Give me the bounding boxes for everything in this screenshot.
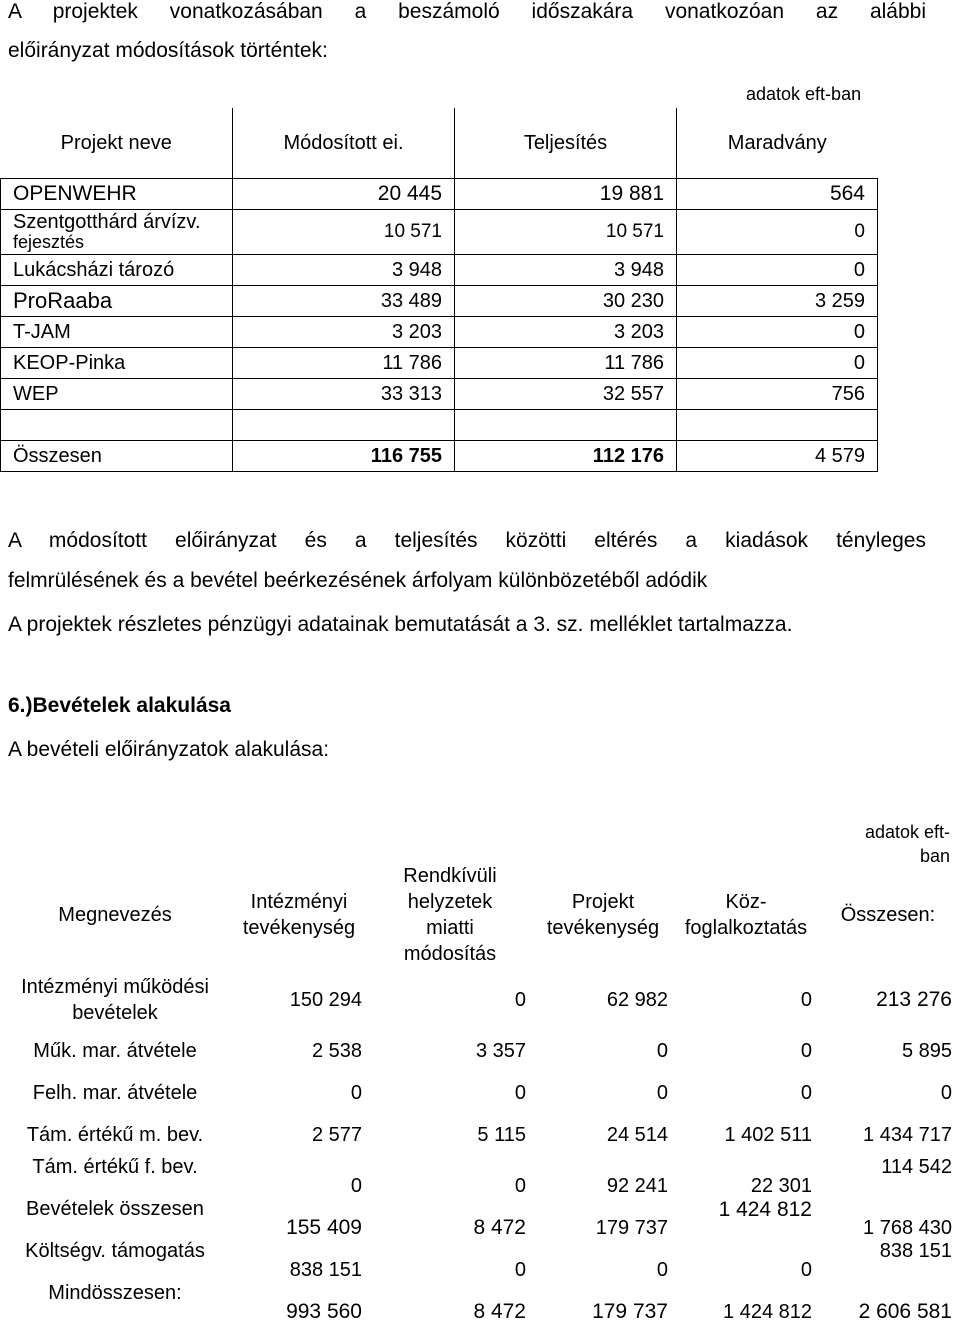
modified-value: 10 571	[233, 210, 455, 255]
total-remainder: 4 579	[677, 441, 878, 472]
completion-value: 3 203	[455, 317, 677, 348]
total-label: Összesen	[1, 441, 233, 472]
table-row	[1, 179, 878, 210]
modified-value: 3 948	[233, 255, 455, 286]
value-institutional: 0	[350, 1175, 362, 1197]
table-row	[1, 348, 878, 379]
table-row	[1, 317, 878, 348]
value-project: 0	[656, 1039, 668, 1062]
value-public-work: 0	[800, 988, 812, 1011]
header-designation: Megnevezés	[58, 904, 172, 926]
modified-value: 33 313	[233, 379, 455, 410]
value-emergency: 0	[514, 1081, 526, 1104]
value-public-work: 1 424 812	[723, 1301, 812, 1323]
value-project: 179 737	[592, 1300, 668, 1323]
value-project: 0	[656, 1259, 668, 1281]
value-total: 213 276	[876, 988, 952, 1011]
value-public-work: 0	[800, 1039, 812, 1062]
project-name: KEOP-Pinka	[1, 348, 233, 379]
total-completion: 112 176	[455, 441, 677, 472]
header-modified: Módosított ei.	[233, 108, 455, 179]
table-row	[0, 970, 958, 1030]
value-total: 5 895	[901, 1039, 952, 1062]
table-row	[1, 210, 878, 255]
value-public-work: 1 424 812	[718, 1198, 812, 1221]
project-name: ProRaaba	[1, 286, 233, 317]
value-total: 0	[940, 1081, 952, 1104]
value-project: 0	[656, 1081, 668, 1104]
value-institutional: 838 151	[289, 1259, 362, 1281]
completion-value: 11 786	[455, 348, 677, 379]
explanation-line-1: A módosított előirányzat és a teljesítés közötti eltérés a kiadások tényleges	[8, 529, 926, 552]
value-project: 179 737	[595, 1217, 668, 1239]
value-project: 24 514	[606, 1123, 668, 1146]
header-remainder: Maradvány	[677, 108, 878, 179]
projects-table-header	[1, 108, 878, 179]
row-name: Mindösszesen:	[48, 1282, 182, 1304]
header-completion: Teljesítés	[455, 108, 677, 179]
header-project: Projekt tevékenység	[546, 891, 660, 939]
value-project: 62 982	[606, 988, 668, 1011]
value-institutional: 155 409	[286, 1216, 362, 1239]
remainder-value: 0	[677, 317, 878, 348]
table-row	[0, 1030, 958, 1072]
value-total: 838 151	[879, 1240, 952, 1262]
completion-value: 10 571	[455, 210, 677, 255]
value-institutional: 2 538	[311, 1039, 362, 1062]
value-institutional: 993 560	[286, 1300, 362, 1323]
value-total: 1 768 430	[863, 1217, 952, 1239]
unit-label-2: adatok eft- ban	[864, 822, 950, 866]
value-institutional: 2 577	[311, 1123, 362, 1146]
total-modified: 116 755	[233, 441, 455, 472]
value-emergency: 5 115	[477, 1123, 526, 1146]
value-emergency: 3 357	[475, 1039, 526, 1062]
value-emergency: 8 472	[473, 1300, 526, 1323]
table-row-grand-total	[0, 1282, 958, 1324]
remainder-value: 0	[677, 255, 878, 286]
project-name: WEP	[1, 379, 233, 410]
table-row	[1, 286, 878, 317]
value-project: 92 241	[606, 1175, 668, 1197]
value-total: 2 606 581	[858, 1300, 952, 1323]
projects-table	[0, 108, 878, 472]
completion-value: 30 230	[455, 286, 677, 317]
table-row	[0, 1072, 958, 1114]
table-row	[0, 1114, 958, 1156]
intro-line-2: előirányzat módosítások történtek:	[8, 39, 328, 62]
remainder-value: 0	[677, 348, 878, 379]
row-name: Bevételek összesen	[26, 1198, 204, 1220]
intro-line-1: A projektek vonatkozásában a beszámoló időszakára vonatkozóan az alábbi	[8, 0, 926, 23]
value-total: 1 434 717	[863, 1123, 952, 1146]
value-public-work: 22 301	[750, 1175, 812, 1197]
revenue-table-header	[0, 860, 958, 970]
value-emergency: 0	[514, 988, 526, 1011]
header-public-work: Köz- foglalkoztatás	[684, 891, 808, 939]
header-emergency: Rendkívüli helyzetek miatti módosítás	[403, 865, 497, 965]
modified-value: 33 489	[233, 286, 455, 317]
table-row-empty	[1, 410, 878, 441]
revenue-table	[0, 860, 958, 1324]
value-emergency: 0	[514, 1259, 526, 1281]
row-name: Felh. mar. átvétele	[32, 1081, 198, 1104]
value-public-work: 0	[800, 1081, 812, 1104]
remainder-value: 564	[677, 179, 878, 210]
header-total: Összesen:	[840, 904, 936, 926]
section-title: 6.)Bevételek alakulása	[8, 694, 231, 717]
project-name: T-JAM	[1, 317, 233, 348]
table-row	[1, 255, 878, 286]
value-public-work: 0	[800, 1259, 812, 1281]
completion-value: 3 948	[455, 255, 677, 286]
value-institutional: 150 294	[289, 988, 362, 1011]
project-name: OPENWEHR	[1, 179, 233, 210]
project-name: Lukácsházi tározó	[1, 255, 233, 286]
completion-value: 32 557	[455, 379, 677, 410]
remainder-value: 0	[677, 210, 878, 255]
annex-reference: A projektek részletes pénzügyi adatainak bemutatását a 3. sz. melléklet tartalmazza.	[8, 613, 793, 636]
modified-value: 11 786	[233, 348, 455, 379]
header-project-name: Projekt neve	[1, 108, 233, 179]
project-name: Szentgotthárd árvízv. fejesztés	[1, 210, 233, 255]
remainder-value: 756	[677, 379, 878, 410]
row-name: Tám. értékű f. bev.	[32, 1156, 198, 1178]
value-emergency: 8 472	[473, 1216, 526, 1239]
header-institutional: Intézményi tevékenység	[242, 891, 356, 939]
table-row	[0, 1198, 958, 1240]
row-name: Műk. mar. átvétele	[33, 1039, 197, 1062]
value-total: 114 542	[881, 1156, 952, 1178]
value-institutional: 0	[350, 1081, 362, 1104]
value-public-work: 1 402 511	[724, 1123, 812, 1146]
row-name: Tám. értékű m. bev.	[26, 1123, 204, 1146]
section-subtitle: A bevételi előirányzatok alakulása:	[8, 738, 330, 761]
unit-label-1: adatok eft-ban	[746, 84, 862, 104]
completion-value: 19 881	[455, 179, 677, 210]
explanation-line-2: felmrülésének és a bevétel beérkezésének árfolyam különbözetéből adódik	[8, 569, 708, 592]
table-row	[0, 1156, 958, 1198]
row-name: Intézményi működési bevételek	[21, 976, 209, 1024]
modified-value: 3 203	[233, 317, 455, 348]
remainder-value: 3 259	[677, 286, 878, 317]
value-emergency: 0	[514, 1175, 526, 1197]
table-row-total	[1, 441, 878, 472]
modified-value: 20 445	[233, 179, 455, 210]
row-name: Költségv. támogatás	[25, 1240, 205, 1262]
table-row	[0, 1240, 958, 1282]
table-row	[1, 379, 878, 410]
